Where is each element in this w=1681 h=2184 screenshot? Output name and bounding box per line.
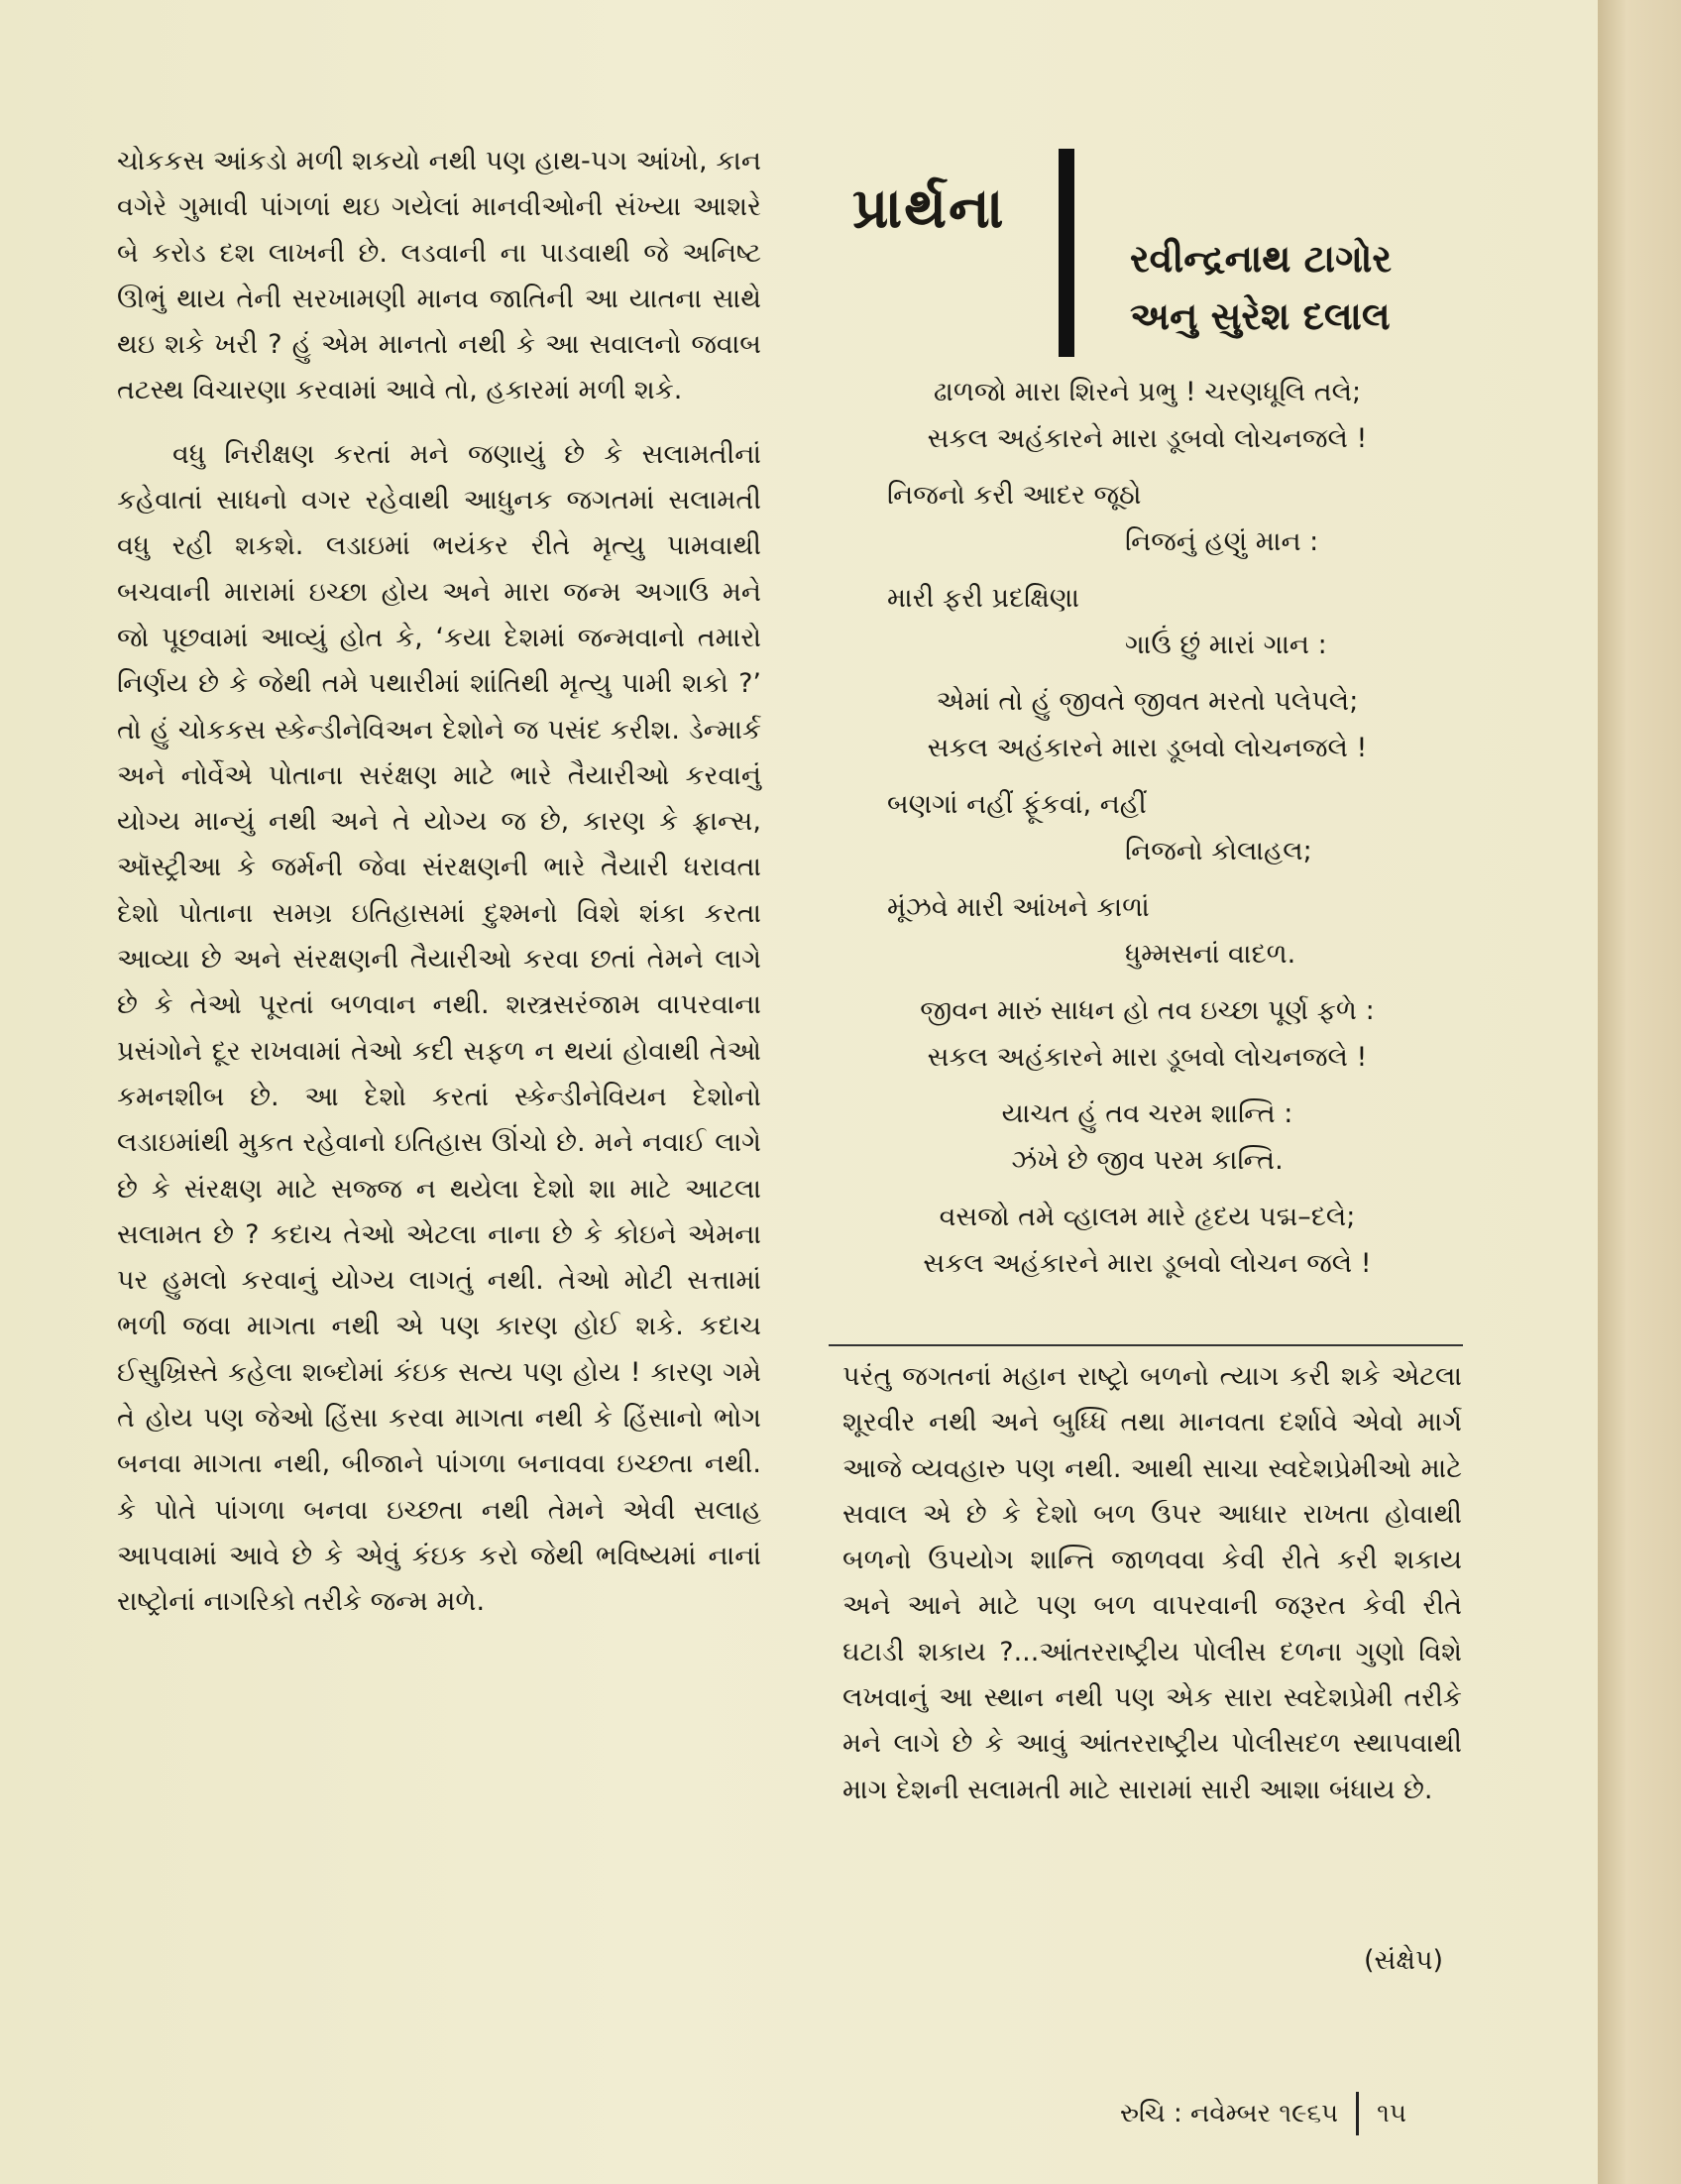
footer-divider: [1356, 2092, 1359, 2135]
poem-translator: અનુ સુરેશ દલાલ: [1130, 294, 1391, 338]
poem-title: પ્રાર્થના: [852, 176, 1006, 241]
poem-line: સકલ અહંકારને મારા ડૂબવો લોચનજલે !: [927, 1042, 1368, 1073]
right-paragraph: પરંતુ જગતનાં મહાન રાષ્ટ્રો બળનો ત્યાગ કરી શકે એટલા શૂરવીર નથી અને બુધ્ધિ તથા માનવતા દર્શાવે એવો માર્ગ આજે વ્યવહારુ પણ નથી. આથી સાચા સ્વદેશપ્રેમીઓ માટે સવાલ એ છે કે દેશો બળ ઉપર આધાર રાખતા હોવાથી બળનો ઉપયોગ શાન્તિ જાળવવા કેવી રીતે કરી શકાય અને આને માટે પણ બળ વાપરવાની જરૂરત કેવી રીતે ઘટાડી શકાય ?...આંતરરાષ્ટ્રીય પોલીસ દળના ગુણો વિશે લખવાનું આ સ્થાન નથી પણ એક સારા સ્વદેશપ્રેમી તરીકે મને લાગે છે કે આવું આંતરરાષ્ટ્રીય પોલીસદળ સ્થાપવાથી માગ દેશની સલામતી માટે સારામાં સારી આશા બંધાય છે.: [842, 1361, 1462, 1805]
title-divider: [1059, 149, 1074, 357]
poem-body: [842, 369, 1452, 1297]
poem-line: નિજનું હણું માન :: [1125, 526, 1319, 557]
poem-stanza: [842, 1091, 1452, 1184]
poem-line: જીવન મારું સાધન હો તવ ઇચ્છા પૂર્ણ ફળે :: [920, 995, 1375, 1026]
poem-line: બણગાં નહીં ફૂંકવાં, નહીં: [887, 789, 1147, 820]
adjacent-page-edge: [1598, 0, 1681, 2184]
left-paragraph-1: ચોકકસ આંકડો મળી શકયો નથી પણ હાથ-પગ આંખો, કાન વગેરે ગુમાવી પાંગળાં થઇ ગયેલાં માનવીઓની સંખ્યા આશરે બે કરોડ દશ લાખની છે. લડવાની ના પાડવાથી જે અનિષ્ટ ઊભું થાય તેની સરખામણી માનવ જાતિની આ યાતના સાથે થઇ શકે ખરી ? હું એમ માનતો નથી કે આ સવાલનો જવાબ તટસ્થ વિચારણા કરવામાં આવે તો, હકારમાં મળી શકે.: [117, 146, 761, 406]
poem-line: સકલ અહંકારને મારા ડૂબવો લોચનજલે !: [927, 423, 1368, 454]
poem-line: ઝંખે છે જીવ પરમ કાન્તિ.: [1011, 1145, 1284, 1176]
left-paragraph-2: વધુ નિરીક્ષણ કરતાં મને જણાયું છે કે સલામતીનાં કહેવાતાં સાધનો વગર રહેવાથી આધુનક જગતમાં સલામતી વધુ રહી શકશે. લડાઇમાં ભયંકર રીતે મૃત્યુ પામવાથી બચવાની મારામાં ઇચ્છા હોય અને મારા જન્મ અગાઉ મને જો પૂછવામાં આવ્યું હોત કે, ‘કયા દેશમાં જન્મવાનો તમારો નિર્ણય છે કે જેથી તમે પથારીમાં શાંતિથી મૃત્યુ પામી શકો ?’ તો હું ચોકકસ સ્કેન્ડીનેવિઅન દેશોને જ પસંદ કરીશ. ડેન્માર્ક અને નોર્વેએ પોતાના સરંક્ષણ માટે ભારે તૈયારીઓ કરવાનું યોગ્ય માન્યું નથી અને તે યોગ્ય જ છે, કારણ કે ફ્રાન્સ, ઑસ્ટ્રીઆ કે જર્મની જેવા સંરક્ષણની ભારે તૈયારી ધરાવતા દેશો પોતાના સમગ્ર ઇતિહાસમાં દુશ્મનો વિશે શંકા કરતા આવ્યા છે અને સંરક્ષણની તૈયારીઓ કરવા છતાં તેમને લાગે છે કે તેઓ પૂરતાં બળવાન નથી. શસ્ત્રસરંજામ વાપરવાના પ્રસંગોને દૂર રાખવામાં તેઓ કદી સફળ ન થયાં હોવાથી તેઓ કમનશીબ છે. આ દેશો કરતાં સ્કેન્ડીનેવિયન દેશોનો લડાઇમાંથી મુકત રહેવાનો ઇતિહાસ ઊંચો છે. મને નવાઈ લાગે છે કે સંરક્ષણ માટે સજ્જ ન થયેલા દેશો શા માટે આટલા સલામત છે ? કદાચ તેઓ એટલા નાના છે કે કોઇને એમના પર હુમલો કરવાનું યોગ્ય લાગતું નથી. તેઓ મોટી સત્તામાં ભળી જવા માગતા નથી એ પણ કારણ હોઈ શકે. કદાચ ઈસુખ્રિસ્તે કહેલા શબ્દોમાં કંઇક સત્ય પણ હોય ! કારણ ગમે તે હોય પણ જેઓ હિંસા કરવા માગતા નથી કે હિંસાનો ભોગ બનવા માગતા નથી, બીજાને પાંગળા બનાવવા ઇચ્છતા નથી. કે પોતે પાંગળા બનવા ઇચ્છતા નથી તેમને એવી સલાહ આપવામાં આવે છે કે એવું કંઇક કરો જેથી ભવિષ્યમાં નાનાં રાષ્ટ્રોનાં નાગરિકો તરીકે જન્મ મળે.: [117, 438, 761, 1618]
poem-line: નિજનો કોલાહલ;: [1125, 836, 1312, 866]
poem-line: ઢાળજો મારા શિરને પ્રભુ ! ચરણધૂલિ તલે;: [933, 377, 1362, 407]
poem-line: એમાં તો હું જીવતે જીવત મરતો પલેપલે;: [936, 686, 1359, 717]
poem-stanza: [842, 369, 1452, 462]
poem-stanza: [842, 575, 1452, 668]
magazine-issue: રુચિ : નવેમ્બર ૧૯૬૫: [1120, 2098, 1339, 2128]
poem-stanza: [842, 781, 1452, 874]
poem-stanza: [842, 987, 1452, 1081]
poem-line: સકલ અહંકારને મારા ડૂબવો લોચનજલે !: [927, 733, 1368, 763]
poem-credits: [1130, 230, 1477, 345]
poem-line: સકલ અહંકારને મારા ડૂબવો લોચન જલે !: [923, 1248, 1372, 1279]
poem-line: ધુમ્મસનાં વાદળ.: [1125, 939, 1296, 970]
poem-stanza: [842, 678, 1452, 771]
poem-line: વસજો તમે વ્હાલમ મારે હૃદય પદ્મ–દલે;: [939, 1202, 1356, 1232]
section-divider: [829, 1344, 1463, 1346]
abridged-note: (સંક્ષેપ): [1364, 1945, 1444, 1976]
poem-author: રવીન્દ્રનાથ ટાગોર: [1130, 237, 1392, 281]
poem-line: યાચત હું તવ ચરમ શાન્તિ :: [1001, 1098, 1293, 1129]
poem-stanza: [842, 472, 1452, 565]
page-footer: [1120, 2092, 1406, 2135]
page-number: ૧૫: [1377, 2098, 1406, 2128]
poem-line: મારી ફરી પ્રદક્ષિણા: [887, 583, 1079, 614]
poem-stanza: [842, 1194, 1452, 1287]
poem-stanza: [842, 884, 1452, 977]
poem-line: ગાઉં છું મારાં ગાન :: [1125, 630, 1327, 660]
poem-line: મૂંઝવે મારી આંખને કાળાં: [887, 892, 1150, 923]
left-column: [117, 139, 761, 1626]
poem-line: નિજનો કરી આદર જૂઠો: [887, 480, 1142, 511]
